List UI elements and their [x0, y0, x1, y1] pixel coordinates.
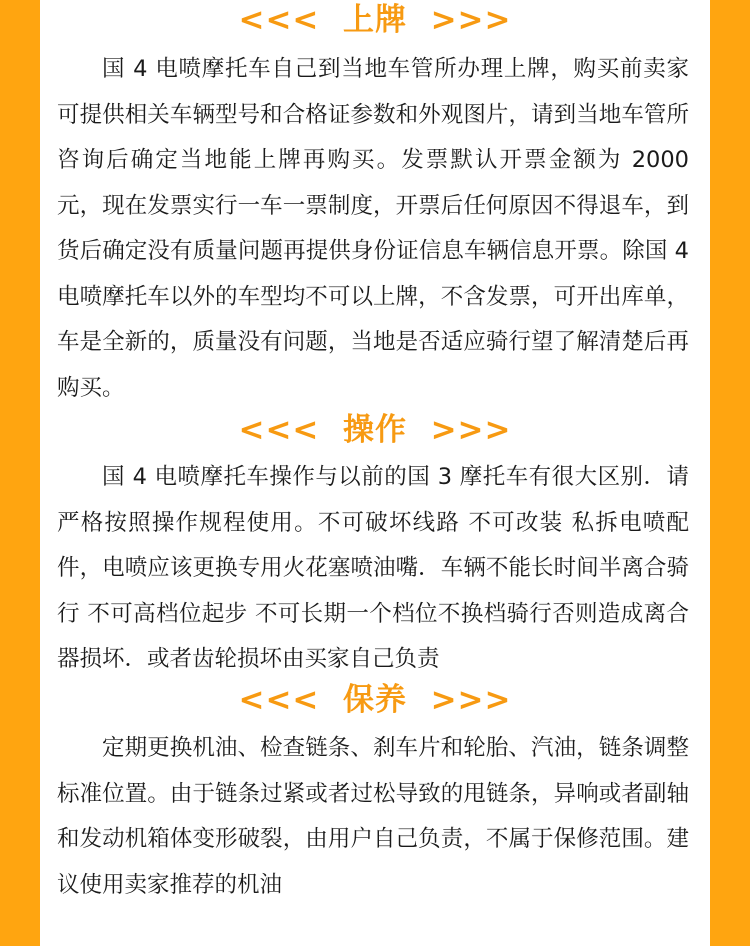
- section-body-operation: 国 4 电喷摩托车操作与以前的国 3 摩托车有很大区别．请严格按照操作规程使用。不可破坏线路 不可改装 私拆电喷配件，电喷应该更换专用火花塞喷油嘴．车辆不能长时间半离合骑行 不可高档位起步 不可长期一个档位不换档骑行否则造成离合器损坏．或者齿轮损坏由买家自己负责: [57, 464, 689, 672]
- section-body-registration: 国 4 电喷摩托车自己到当地车管所办理上牌，购买前卖家可提供相关车辆型号和合格证参数和外观图片，请到当地车管所咨询后确定当地能上牌再购买。发票默认开票金额为 2000 元，现在发票实行一车一票制度，开票后任何原因不得退车，到货后确定没有质量问题再提供身份证信息车辆信息开票。除国 4 电喷摩托车以外的车型均不可以上牌，不含发票，可开出库单，车是全新的，质量没有问题，当地是否适应骑行望了解清楚后再购买。: [57, 56, 689, 401]
- section-title-operation: <<< 操作 >>>: [238, 412, 512, 448]
- section-body-maintenance: 定期更换机油、检查链条、刹车片和轮胎、汽油，链条调整标准位置。由于链条过紧或者过松导致的甩链条，异响或者副轴和发动机箱体变形破裂，由用户自己负责，不属于保修范围。建议使用卖家推荐的机油: [57, 735, 689, 898]
- section-title-maintenance: <<< 保养 >>>: [238, 682, 512, 718]
- section-title-registration: <<< 上牌 >>>: [238, 2, 512, 38]
